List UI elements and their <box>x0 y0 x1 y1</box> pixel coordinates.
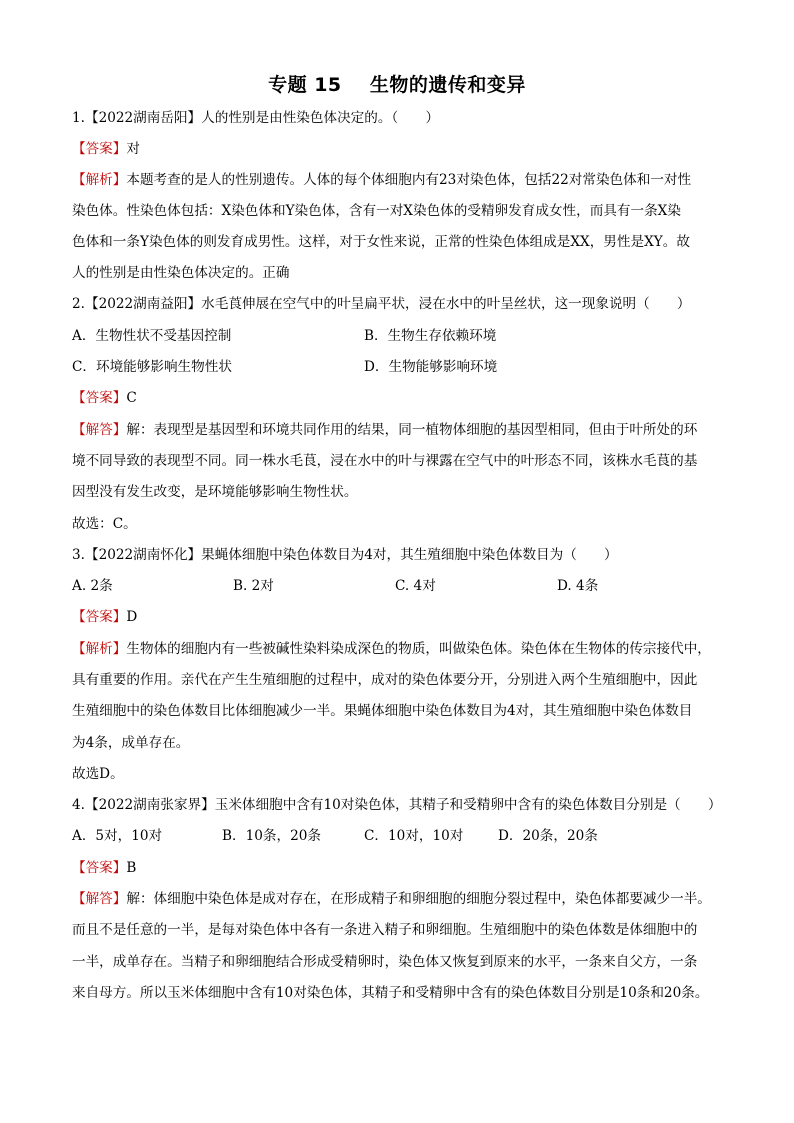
question-1-answer: 【答案】对 <box>72 141 140 157</box>
question-2-analysis-line: 境不同导致的表现型不同。同一株水毛茛，浸在水中的叶与裸露在空气中的叶形态不同，该株水毛茛的基 <box>72 453 698 469</box>
option-d: D. 4条 <box>557 578 599 594</box>
analysis-label: 【解析】 <box>72 172 127 188</box>
question-2-stem: 2.【2022湖南益阳】水毛莨伸展在空气中的叶呈扁平状，浸在水中的叶呈丝状，这一现象说明（ ） <box>72 296 691 312</box>
option-c: C. 4对 <box>395 578 436 594</box>
question-3-analysis-line: 具有重要的作用。亲代在产生生殖细胞的过程中，成对的染色体要分开，分别进入两个生殖细胞中，因此 <box>72 672 698 688</box>
question-4-analysis-line: 一半，成单存在。当精子和卵细胞结合形成受精卵时，染色体又恢复到原来的水平，一条来自父方，一条 <box>72 954 698 970</box>
answer-label: 【答案】 <box>72 609 127 625</box>
option-a: A．生物性状不受基因控制 <box>72 328 232 344</box>
question-2-answer: 【答案】C <box>72 390 137 406</box>
option-d: D．生物能够影响环境 <box>364 359 498 375</box>
question-source: 【2022湖南怀化】 <box>84 547 202 563</box>
answer-label: 【答案】 <box>72 390 127 406</box>
option-b: B. 2对 <box>233 578 274 594</box>
question-source: 【2022湖南张家界】 <box>84 797 215 813</box>
title-subject: 生物的遗传和变异 <box>369 74 526 96</box>
question-1-analysis-line: 色体和一条Y染色体的则发育成男性。这样，对于女性来说，正常的性染色体组成是XX，男性是XY。故 <box>72 234 690 250</box>
option-b: B．生物生存依赖环境 <box>364 328 497 344</box>
question-3-analysis-line: 【解析】生物体的细胞内有一些被碱性染料染成深色的物质，叫做染色体。染色体在生物体的传宗接代中， <box>72 641 711 657</box>
option-c: C．环境能够影响生物性状 <box>72 359 232 375</box>
option-b: B．10条，20条 <box>222 828 321 844</box>
answer-label: 【答案】 <box>72 860 127 876</box>
question-source: 【2022湖南益阳】 <box>84 296 202 312</box>
question-3-analysis-line: 为4条，成单存在。 <box>72 735 190 751</box>
question-1-stem: 1.【2022湖南岳阳】人的性别是由性染色体决定的。（ ） <box>72 110 440 126</box>
title-number: 15 <box>314 74 342 96</box>
question-4-answer: 【答案】B <box>72 860 137 876</box>
question-4-stem: 4.【2022湖南张家界】玉米体细胞中含有10对染色体，其精子和受精卵中含有的染色体数目分别是（ ） <box>72 797 722 813</box>
question-4-analysis-line: 而且不是任意的一半，是每对染色体中各有一条进入精子和卵细胞。生殖细胞中的染色体数是体细胞中的 <box>72 922 698 938</box>
question-2-analysis-line: 【解答】解：表现型是基因型和环境共同作用的结果，同一植物体细胞的基因型相同，但由于叶所处的环 <box>72 422 698 438</box>
analysis-label: 【解析】 <box>72 641 127 657</box>
question-4-analysis-line: 【解答】解：体细胞中染色体是成对存在，在形成精子和卵细胞的细胞分裂过程中，染色体都要减少一半。 <box>72 891 711 907</box>
page-title <box>0 70 794 97</box>
question-1-analysis-line: 人的性别是由性染色体决定的。正确 <box>72 265 290 281</box>
option-a: A. 2条 <box>72 578 113 594</box>
analysis-label: 【解答】 <box>72 891 127 907</box>
question-3-stem: 3.【2022湖南怀化】果蝇体细胞中染色体数目为4对，其生殖细胞中染色体数目为（ ） <box>72 547 618 563</box>
option-d: D．20条，20条 <box>498 828 598 844</box>
question-2-analysis-line: 因型没有发生改变，是环境能够影响生物性状。 <box>72 484 358 500</box>
question-3-answer: 【答案】D <box>72 609 138 625</box>
question-1-analysis-line: 【解析】本题考查的是人的性别遗传。人体的每个体细胞内有23对染色体，包括22对常染色体和一对性 <box>72 172 692 188</box>
question-source: 【2022湖南岳阳】 <box>84 110 202 126</box>
question-1-analysis-line: 染色体。性染色体包括：X染色体和Y染色体，含有一对X染色体的受精卵发育成女性，而具有一条X染 <box>72 203 681 219</box>
question-3-analysis-line: 生殖细胞中的染色体数目比体细胞减少一半。果蝇体细胞中染色体数目为4对，其生殖细胞中染色体数目 <box>72 703 693 719</box>
answer-label: 【答案】 <box>72 141 127 157</box>
option-c: C．10对，10对 <box>364 828 464 844</box>
question-4-analysis-line: 来自母方。所以玉米体细胞中含有10对染色体，其精子和受精卵中含有的染色体数目分别是10条和20条。 <box>72 985 709 1001</box>
option-a: A．5对，10对 <box>72 828 163 844</box>
title-prefix: 专题 <box>268 74 308 96</box>
question-2-analysis-line: 故选：C。 <box>72 516 137 532</box>
analysis-label: 【解答】 <box>72 422 127 438</box>
question-3-analysis-line: 故选D。 <box>72 766 124 782</box>
